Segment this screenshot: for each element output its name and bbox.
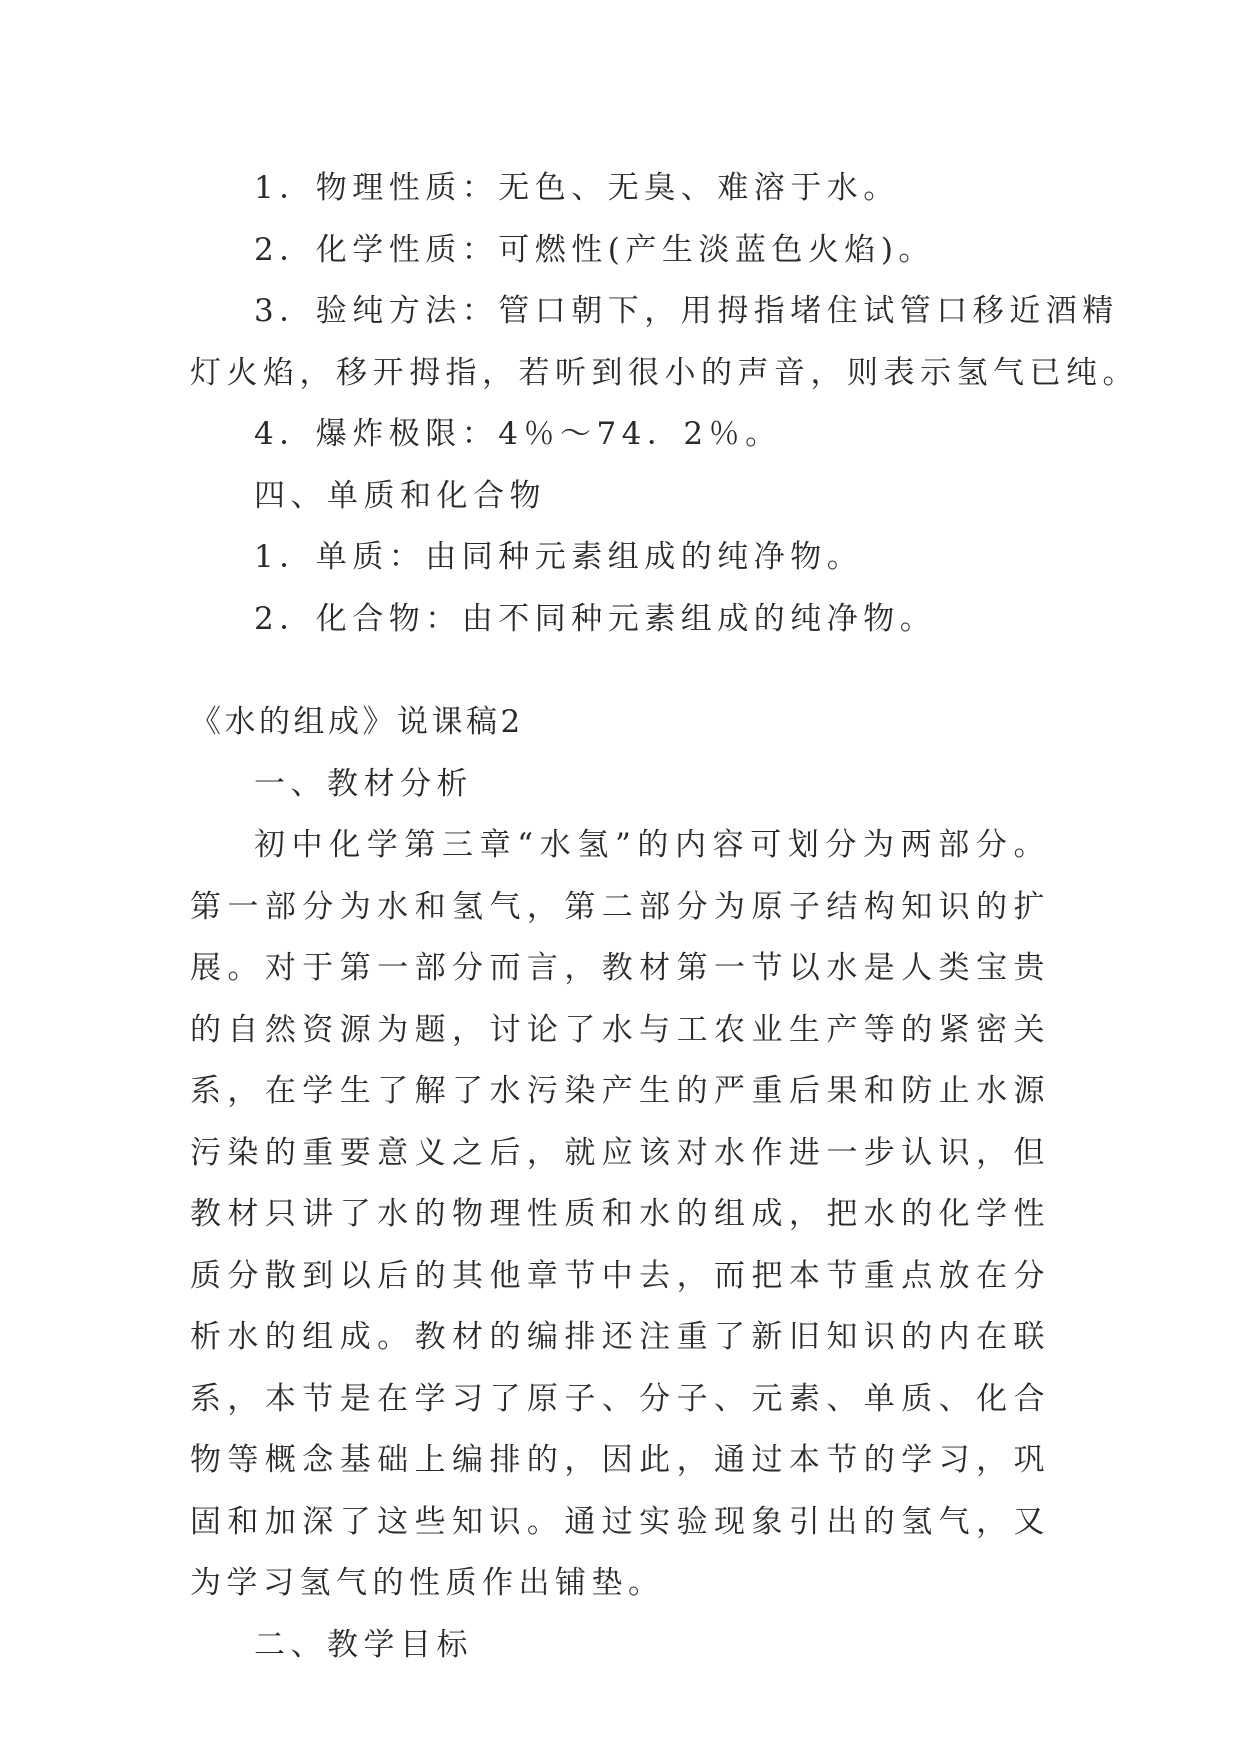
simple-substance-line: 1．单质：由同种元素组成的纯净物。 [254, 539, 864, 575]
purity-test-line-2: 灯火焰，移开拇指，若听到很小的声音，则表示氢气已纯。 [190, 354, 1139, 391]
explosion-limit-line: 4．爆炸极限：4％～74．2％。 [254, 416, 782, 452]
section-heading-four: 四、单质和化合物 [254, 477, 546, 514]
purity-test-line-1: 3．验纯方法：管口朝下，用拇指堵住试管口移近酒精 [254, 293, 1119, 329]
chemical-property-line: 2．化学性质：可燃性(产生淡蓝色火焰)。 [254, 231, 935, 268]
textbook-analysis-paragraph: 初中化学第三章“水氢”的内容可划分为两部分。第一部分为水和氢气，第二部分为原子结构知识的扩展。对于第一部分而言，教材第一节以水是人类宝贵的自然资源为题，讨论了水与工农业生产等的紧密关系，在学生了解了水污染产生的严重后果和防止水源污染的重要意义之后，就应该对水作进一步认识，但教材只讲了水的物理性质和水的组成，把水的化学性质分散到以后的其他章节中去，而把本节重点放在分析水的组成。教材的编排还注重了新旧知识的内在联系，本节是在学习了原子、分子、元素、单质、化合物等概念基础上编排的，因此，通过本节的学习，巩固和加深了这些知识。通过实验现象引出的氢气，又为学习氢气的性质作出铺垫。 [190, 827, 1050, 1601]
section-heading-two: 二、教学目标 [254, 1626, 473, 1663]
physical-property-line: 1．物理性质：无色、无臭、难溶于水。 [254, 170, 900, 206]
section-spacer [190, 650, 1050, 692]
section-heading-one: 一、教材分析 [254, 765, 473, 802]
document-body [190, 158, 1139, 1676]
document-title: 《水的组成》说课稿2 [190, 704, 524, 740]
compound-line: 2．化合物：由不同种元素组成的纯净物。 [254, 600, 937, 637]
